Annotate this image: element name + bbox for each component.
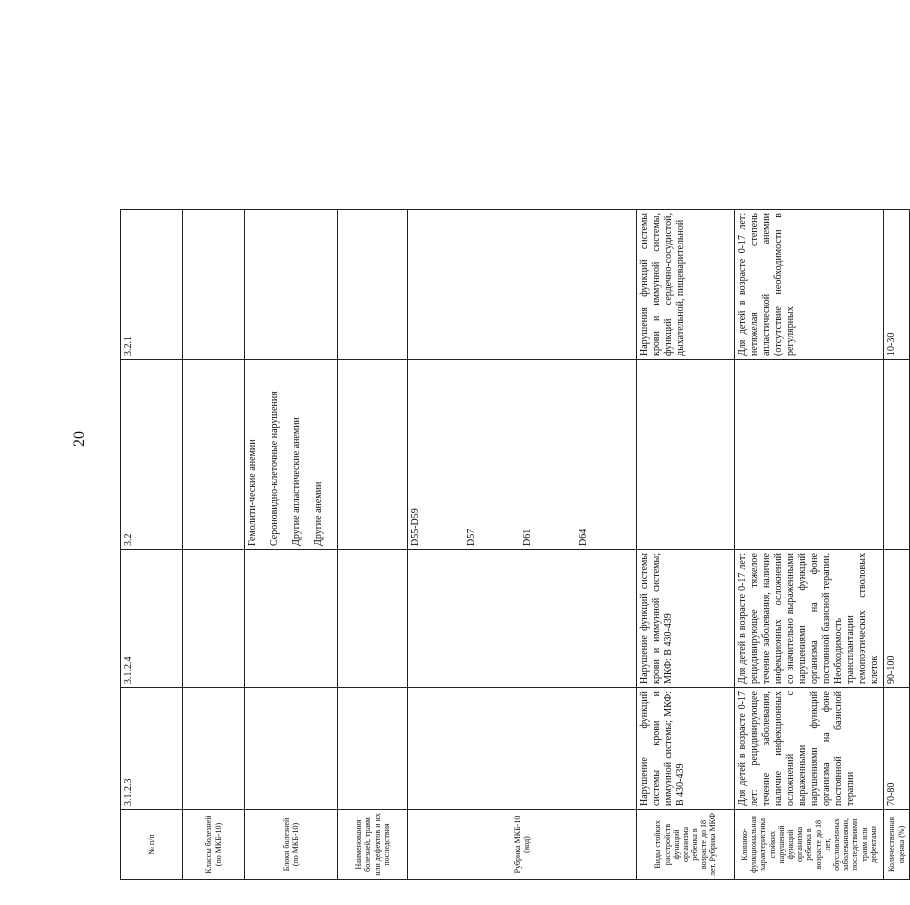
cell-class <box>183 688 245 810</box>
table-row <box>338 210 408 880</box>
cell-class <box>183 210 245 360</box>
cell-name <box>338 688 408 810</box>
column-header-name: Наименования болезней, травм или дефектов и их последствия <box>338 810 408 880</box>
table-row <box>121 210 183 880</box>
cell-code <box>408 688 637 810</box>
cell-blocks <box>245 550 338 688</box>
cell-line: D57 <box>466 528 477 546</box>
cell-num: 3.2.1 <box>121 210 183 360</box>
cell-clinical: Для детей в возрасте 0-17 лет: рецидивирующее тяжелое течение заболевания, наличие инфекционных осложнений со значительно выраженными нарушениями функций организма на фоне постоянной базисной терапии. Необходимость трансплантации гемопоэтических стволовых клеток <box>735 550 884 688</box>
table-row <box>245 210 338 880</box>
cell-line: D64 <box>578 528 589 546</box>
column-header-num: № п/п <box>121 810 183 880</box>
cell-num: 3.2 <box>121 360 183 550</box>
disability-criteria-table <box>120 209 910 880</box>
cell-blocks <box>245 688 338 810</box>
cell-name <box>338 210 408 360</box>
cell-score: 10-30 <box>884 210 910 360</box>
cell-line: D61 <box>522 528 533 546</box>
column-header-code: Рубрика МКБ-10 (код) <box>408 810 637 880</box>
cell-line: Сероновидно-клеточные нарушения <box>269 391 280 546</box>
cell-line: Другие анемии <box>313 481 324 546</box>
cell-disorder <box>637 360 735 550</box>
cell-clinical: Для детей в возрасте 0-17 лет: рецидивирующее течение заболевания, наличие инфекционных осложнений с выраженными нарушениями функций организма на фоне постоянной базисной терапии <box>735 688 884 810</box>
cell-name <box>338 360 408 550</box>
table-row <box>183 210 245 880</box>
cell-class <box>183 550 245 688</box>
cell-line: Гемолити-ческие анемии <box>247 439 258 546</box>
cell-line: Другие апластические анемии <box>291 417 302 546</box>
column-header-class: Классы болезней (по МКБ-10) <box>183 810 245 880</box>
cell-blocks <box>245 210 338 360</box>
cell-clinical: Для детей в возрасте 0-17 лет: нетяжелая степень апластической анемии (отсутствие необходимости в регулярных <box>735 210 884 360</box>
cell-code <box>408 210 637 360</box>
cell-score <box>884 360 910 550</box>
table-row <box>408 210 637 880</box>
cell-name <box>338 550 408 688</box>
cell-disorder: Нарушения функций системы крови и иммунной системы, функций сердечно-сосудистой, дыхательной, пищеварительной <box>637 210 735 360</box>
cell-clinical <box>735 360 884 550</box>
cell-num: 3.1.2.3 <box>121 688 183 810</box>
cell-code <box>408 360 637 550</box>
table-row <box>884 210 910 880</box>
column-header-blocks: Блоки болезней (по МКБ-10) <box>245 810 338 880</box>
cell-disorder: Нарушение функций системы крови и иммунной системы; МКФ: В 430-439 <box>637 688 735 810</box>
page-number: 20 <box>71 431 88 447</box>
column-header-clinical: Клинико-функциональная характеристика стойких нарушений функций организма ребенка в возрасте до 18 лет, обусловленных заболеваниями, последствиями травм или дефектами <box>735 810 884 880</box>
column-header-disorder: Виды стойких расстройств функций организма ребенка в возрасте до 18 лет. Рубрика МКФ <box>637 810 735 880</box>
cell-score: 70-80 <box>884 688 910 810</box>
cell-disorder: Нарушение функций системы крови и иммунной системы; МКФ: В 430-439 <box>637 550 735 688</box>
cell-score: 90-100 <box>884 550 910 688</box>
table-row <box>637 210 735 880</box>
cell-class <box>183 360 245 550</box>
cell-code <box>408 550 637 688</box>
table-row <box>735 210 884 880</box>
rotated-table-container <box>120 48 906 880</box>
column-header-score: Количественная оценка (%) <box>884 810 910 880</box>
cell-blocks <box>245 360 338 550</box>
cell-num: 3.1.2.4 <box>121 550 183 688</box>
cell-line: D55-D59 <box>410 508 421 546</box>
